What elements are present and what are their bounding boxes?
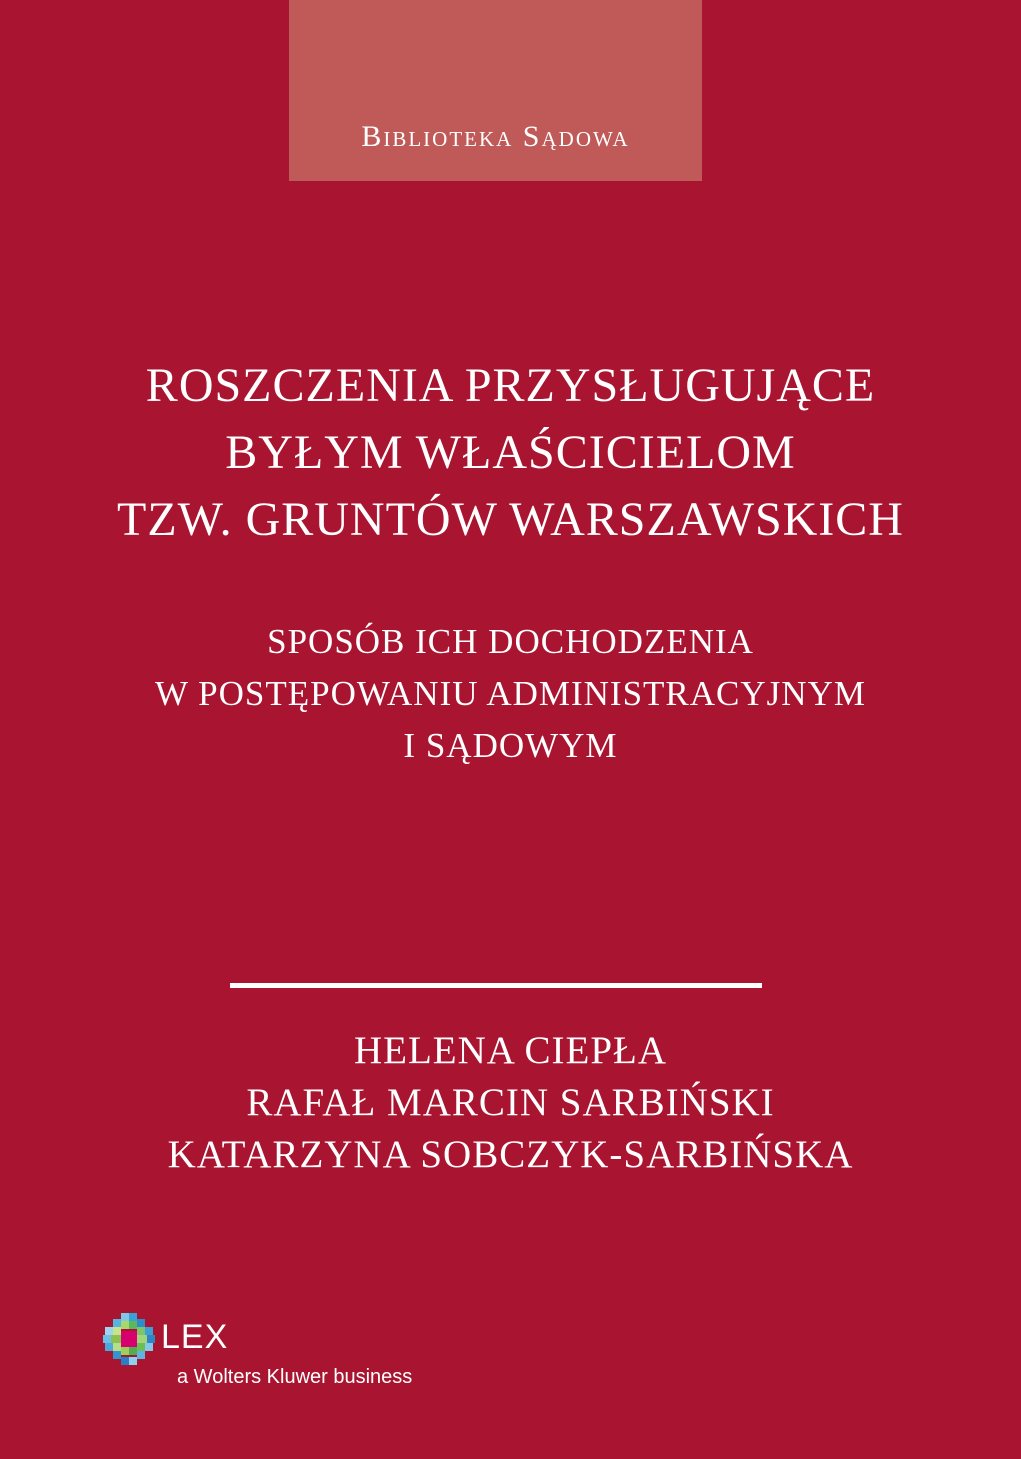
series-label: Biblioteka Sądowa xyxy=(361,120,630,153)
book-title xyxy=(0,352,1021,553)
title-line: TZW. GRUNTÓW WARSZAWSKICH xyxy=(117,493,904,546)
publisher-tagline: a Wolters Kluwer business xyxy=(177,1366,413,1388)
title-line: ROSZCZENIA PRZYSŁUGUJĄCE xyxy=(145,359,876,412)
subtitle-line: SPOSÓB ICH DOCHODZENIA xyxy=(267,622,754,661)
author-name: KATARZYNA SOBCZYK-SARBIŃSKA xyxy=(167,1133,854,1176)
author-list xyxy=(0,1025,1021,1181)
author-name: RAFAŁ MARCIN SARBIŃSKI xyxy=(246,1081,775,1124)
publisher-logo xyxy=(103,1311,463,1391)
book-subtitle xyxy=(0,616,1021,772)
lex-pixel-cluster-icon xyxy=(103,1313,155,1365)
author-name: HELENA CIEPŁA xyxy=(353,1029,668,1072)
title-line: BYŁYM WŁAŚCICIELOM xyxy=(225,426,796,479)
subtitle-line: W POSTĘPOWANIU ADMINISTRACYJNYM xyxy=(155,674,866,713)
divider-line xyxy=(230,983,762,988)
publisher-name: LEX xyxy=(161,1318,229,1356)
series-box xyxy=(289,0,702,181)
subtitle-line: I SĄDOWYM xyxy=(403,726,618,765)
